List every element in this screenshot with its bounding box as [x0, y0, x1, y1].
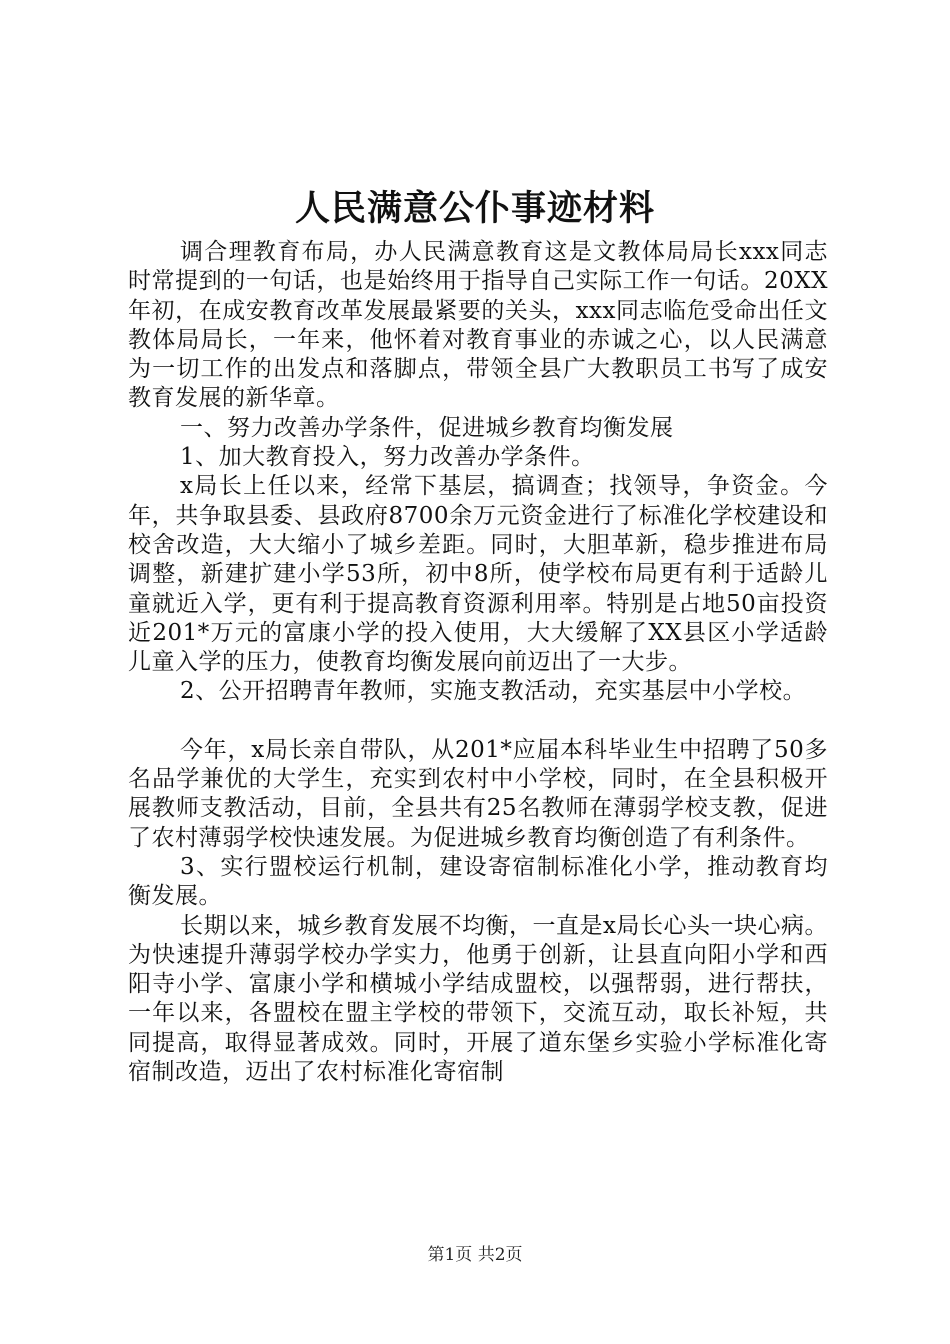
section-heading-1: 一、努力改善办学条件，促进城乡教育均衡发展 — [180, 414, 674, 441]
paragraph-investment: x局长上任以来，经常下基层，搞调查；找领导，争资金。今年，共争取县委、县政府8700余万元资金进行了标准化学校建设和校舍改造，大大缩小了城乡差距。同时，大胆革新，稳步推进布局调整，新建扩建小学53所，初中8所，使学校布局更有利于适龄儿童就近入学，更有利于提高教育资源利用率。特别是占地50亩投资近201*万元的富康小学的投入使用，大大缓解了XX县区小学适龄儿童入学的压力，使教育均衡发展向前迈出了一大步。 — [128, 473, 828, 676]
paragraph-intro: 调合理教育布局，办人民满意教育这是文教体局局长xxx同志时常提到的一句话，也是始终用于指导自己实际工作一句话。20XX年初，在成安教育改革发展最紧要的关头，xxx同志临危受命出任文教体局局长，一年来，他怀着对教育事业的赤诚之心，以人民满意为一切工作的出发点和落脚点，带领全县广大教职员工书写了成安教育发展的新华章。 — [128, 239, 828, 412]
document-body — [128, 238, 828, 1087]
page-number-footer: 第1页 共2页 — [427, 1245, 523, 1265]
subheading-2: 2、公开招聘青年教师，实施支教活动，充实基层中小学校。 — [180, 678, 807, 705]
paragraph-recruitment: 今年，x局长亲自带队，从201*应届本科毕业生中招聘了50多名品学兼优的大学生，充实到农村中小学校，同时，在全县积极开展教师支教活动，目前，全县共有25名教师在薄弱学校支教，促进了农村薄弱学校快速发展。为促进城乡教育均衡创造了有利条件。 — [128, 736, 828, 851]
subheading-1: 1、加大教育投入，努力改善办学条件。 — [180, 444, 595, 471]
paragraph-alliance: 长期以来，城乡教育发展不均衡，一直是x局长心头一块心病。为快速提升薄弱学校办学实力，他勇于创新，让县直向阳小学和西阳寺小学、富康小学和横城小学结成盟校，以强帮弱，进行帮扶，一年以来，各盟校在盟主学校的带领下，交流互动，取长补短，共同提高，取得显著成效。同时，开展了道东堡乡实验小学标准化寄宿制改造，迈出了农村标准化寄宿制 — [128, 912, 828, 1086]
document-title: 人民满意公仆事迹材料 — [294, 188, 655, 229]
subheading-3: 3、实行盟校运行机制，建设寄宿制标准化小学，推动教育均衡发展。 — [128, 853, 828, 910]
